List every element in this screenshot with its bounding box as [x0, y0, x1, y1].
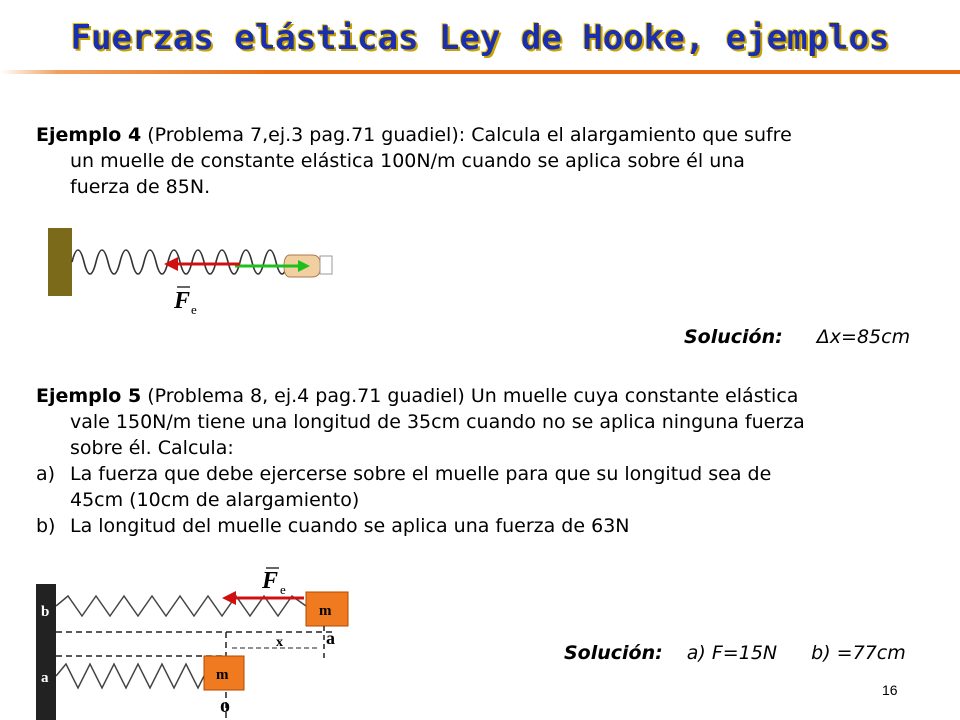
slide-title: Fuerzas elásticas Ley de Hooke, ejemplos [70, 18, 890, 58]
example-5-solution [564, 642, 906, 664]
item-a-line2: 45cm (10cm de alargamiento) [70, 489, 360, 511]
example-5-line1: (Problema 8, ej.4 pag.71 guadiel) Un muelle cuya constante elástica [141, 385, 799, 407]
force-label-2: F [262, 568, 279, 594]
solution-label: Solución: [684, 326, 783, 348]
example-4-line1: (Problema 7,ej.3 pag.71 guadiel): Calcula el alargamiento que sufre [141, 124, 792, 146]
bottom-mass-label: m [216, 667, 229, 683]
item-a-line1: La fuerza que debe ejercerse sobre el muelle para que su longitud sea de [70, 463, 772, 485]
bottom-spring [56, 664, 204, 688]
spring-figure-1 [40, 220, 340, 320]
page-number: 16 [882, 682, 898, 698]
solution-a: a) F=15N [686, 642, 778, 664]
example-4-line3: fuerza de 85N. [70, 176, 211, 198]
example-4-label: Ejemplo 4 [36, 124, 142, 146]
sleeve-icon [320, 256, 332, 274]
solution-b: b) =77cm [811, 642, 906, 664]
item-b-label: b) [36, 515, 56, 537]
example-5-line2: vale 150N/m tiene una longitud de 35cm cuando no se aplica ninguna fuerza [70, 411, 805, 433]
example-5-text [36, 383, 916, 539]
spring-coil [72, 250, 288, 274]
example-4-solution [684, 326, 910, 348]
example-5-line3: sobre él. Calcula: [70, 437, 234, 459]
wall-block [48, 228, 72, 296]
spring-figure-2 [36, 560, 366, 720]
title-underline [0, 70, 960, 74]
example-4-text [36, 122, 916, 200]
force-subscript-2: e [280, 582, 286, 597]
point-o-label: o [220, 695, 230, 717]
elastic-arrow-head-2 [222, 591, 236, 605]
wall-label-b: b [41, 604, 50, 620]
solution-value: Δx=85cm [816, 326, 911, 348]
point-a-label: a [326, 628, 335, 648]
force-subscript: e [191, 302, 197, 317]
item-b-text: La longitud del muelle cuando se aplica una fuerza de 63N [70, 515, 630, 537]
item-b [36, 513, 916, 539]
solution-label-2: Solución: [564, 642, 663, 664]
example-5-label: Ejemplo 5 [36, 385, 142, 407]
top-mass-label: m [319, 603, 332, 619]
wall-label-a: a [41, 670, 49, 686]
force-label: F [174, 288, 191, 314]
item-a-label: a) [36, 463, 56, 485]
example-4-line2: un muelle de constante elástica 100N/m cuando se aplica sobre él una [70, 150, 745, 172]
x-label: x [276, 635, 283, 650]
item-a [36, 461, 916, 513]
